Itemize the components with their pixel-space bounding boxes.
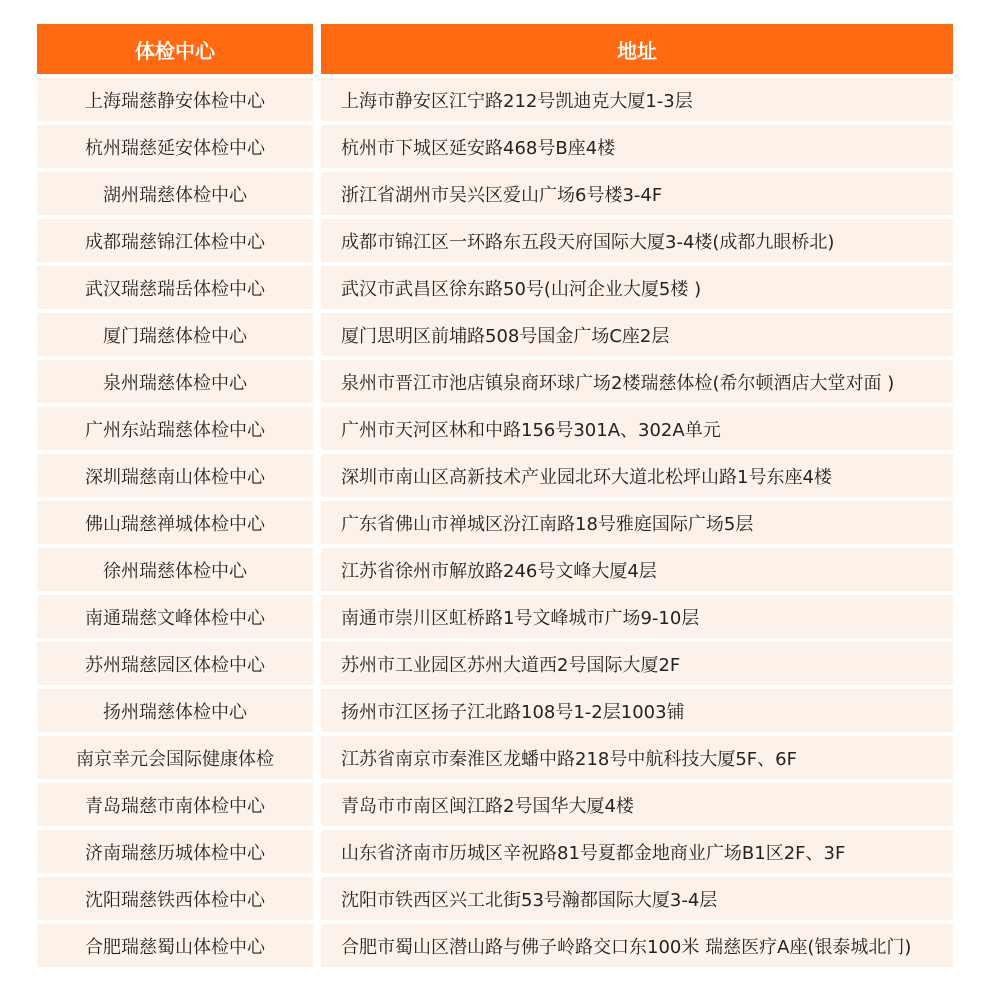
center-name-cell: 佛山瑞慈禅城体检中心 [37,501,313,544]
table-row [37,78,953,121]
table-row [37,407,953,450]
center-name-cell: 苏州瑞慈园区体检中心 [37,642,313,685]
header-center: 体检中心 [37,24,313,74]
clinic-table [37,24,953,971]
table-row [37,360,953,403]
address-cell: 沈阳市铁西区兴工北街53号瀚都国际大厦3-4层 [321,877,953,920]
table-row [37,877,953,920]
address-cell: 厦门思明区前埔路508号国金广场C座2层 [321,313,953,356]
table-row [37,313,953,356]
address-cell: 深圳市南山区高新技术产业园北环大道北松坪山路1号东座4楼 [321,454,953,497]
address-cell: 杭州市下城区延安路468号B座4楼 [321,125,953,168]
table-row [37,172,953,215]
center-name-cell: 杭州瑞慈延安体检中心 [37,125,313,168]
center-name-cell: 成都瑞慈锦江体检中心 [37,219,313,262]
address-cell: 山东省济南市历城区辛祝路81号夏都金地商业广场B1区2F、3F [321,830,953,873]
center-name-cell: 徐州瑞慈体检中心 [37,548,313,591]
table-row [37,219,953,262]
header-address: 地址 [321,24,953,74]
table-row [37,595,953,638]
center-name-cell: 合肥瑞慈蜀山体检中心 [37,924,313,967]
address-cell: 苏州市工业园区苏州大道西2号国际大厦2F [321,642,953,685]
table-row [37,783,953,826]
table-body [37,78,953,967]
address-cell: 成都市锦江区一环路东五段天府国际大厦3-4楼(成都九眼桥北) [321,219,953,262]
table-row [37,501,953,544]
table-row [37,266,953,309]
address-cell: 青岛市市南区闽江路2号国华大厦4楼 [321,783,953,826]
address-cell: 上海市静安区江宁路212号凯迪克大厦1-3层 [321,78,953,121]
address-cell: 江苏省南京市秦淮区龙蟠中路218号中航科技大厦5F、6F [321,736,953,779]
table-row [37,689,953,732]
address-cell: 广东省佛山市禅城区汾江南路18号雅庭国际广场5层 [321,501,953,544]
table-row [37,924,953,967]
center-name-cell: 广州东站瑞慈体检中心 [37,407,313,450]
table-row [37,830,953,873]
address-cell: 泉州市晋江市池店镇泉商环球广场2楼瑞慈体检(希尔顿酒店大堂对面 ) [321,360,953,403]
center-name-cell: 南京幸元会国际健康体检 [37,736,313,779]
address-cell: 扬州市江区扬子江北路108号1-2层1003铺 [321,689,953,732]
center-name-cell: 济南瑞慈历城体检中心 [37,830,313,873]
center-name-cell: 青岛瑞慈市南体检中心 [37,783,313,826]
address-cell: 浙江省湖州市吴兴区爱山广场6号楼3-4F [321,172,953,215]
address-cell: 广州市天河区林和中路156号301A、302A单元 [321,407,953,450]
center-name-cell: 泉州瑞慈体检中心 [37,360,313,403]
table-row [37,125,953,168]
center-name-cell: 厦门瑞慈体检中心 [37,313,313,356]
address-cell: 南通市崇川区虹桥路1号文峰城市广场9-10层 [321,595,953,638]
center-name-cell: 湖州瑞慈体检中心 [37,172,313,215]
table-row [37,548,953,591]
table-row [37,454,953,497]
center-name-cell: 扬州瑞慈体检中心 [37,689,313,732]
address-cell: 武汉市武昌区徐东路50号(山河企业大厦5楼 ) [321,266,953,309]
center-name-cell: 沈阳瑞慈铁西体检中心 [37,877,313,920]
table-row [37,642,953,685]
center-name-cell: 深圳瑞慈南山体检中心 [37,454,313,497]
center-name-cell: 南通瑞慈文峰体检中心 [37,595,313,638]
address-cell: 合肥市蜀山区潜山路与佛子岭路交口东100米 瑞慈医疗A座(银泰城北门) [321,924,953,967]
center-name-cell: 上海瑞慈静安体检中心 [37,78,313,121]
table-header-row [37,24,953,74]
table-row [37,736,953,779]
address-cell: 江苏省徐州市解放路246号文峰大厦4层 [321,548,953,591]
center-name-cell: 武汉瑞慈瑞岳体检中心 [37,266,313,309]
